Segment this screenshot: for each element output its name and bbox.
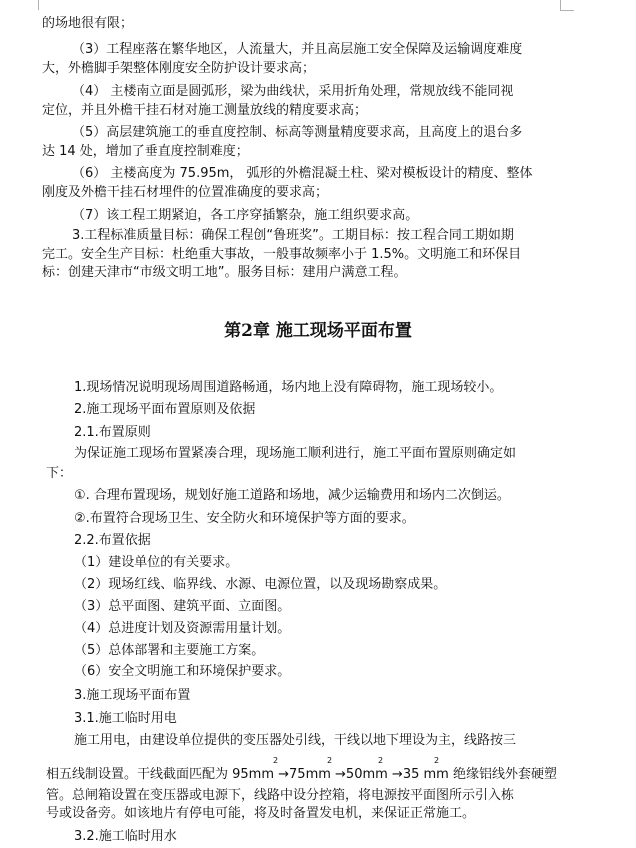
page-corner-mark-right [560, 10, 574, 11]
text-line: 号或设备旁。如该地片有停电可能，将及时备置发电机，来保证正常施工。 [46, 806, 476, 821]
text-line: （5）总体部署和主要施工方案。 [74, 643, 265, 658]
superscript: 2 [378, 756, 384, 765]
text-line: 2.2.布置依据 [74, 533, 151, 548]
text-line: 达 14 处，增加了垂直度控制难度； [42, 144, 249, 159]
text-line: （6）安全文明施工和环境保护要求。 [74, 664, 291, 679]
text-line: （6） 主楼高度为 75.95m， 弧形的外檐混凝土柱、梁对模板设计的精度、整体 [72, 166, 533, 181]
text-line: （2）现场红线、临界线、水源、电源位置，以及现场勘察成果。 [74, 577, 447, 592]
text-line: （3）总平面图、建筑平面、立面图。 [74, 599, 291, 614]
text-line: 的场地很有限； [42, 16, 134, 31]
text-line: （7）该工程工期紧迫，各工序穿插繁杂，施工组织要求高。 [72, 208, 419, 223]
text-line: 2.施工现场平面布置原则及依据 [74, 402, 256, 417]
text-line: 大，外檐脚手架整体刚度安全防护设计要求高； [42, 61, 316, 76]
text-line: 2.1.布置原则 [74, 425, 151, 440]
superscript: 2 [434, 756, 440, 765]
text-line: （5）高层建筑施工的垂直度控制、标高等测量精度要求高，且高度上的退台多 [72, 125, 523, 140]
text-line: 为保证施工现场布置紧凑合理，现场施工顺利进行，施工平面布置原则确定如 [74, 446, 517, 461]
text-line: 3.施工现场平面布置 [74, 688, 191, 703]
superscript: 2 [273, 756, 279, 765]
text-line: 定位，并且外檐干挂石材对施工测量放线的精度要求高； [42, 103, 368, 118]
chapter-title: 第2章 施工现场平面布置 [224, 321, 412, 341]
page-corner-mark-top-left [38, 0, 39, 10]
text-line: 相五线制设置。干线截面匹配为 95mm →75mm →50mm →35 mm 绝缘铝线外套硬塑 [46, 767, 557, 782]
text-line: ②.布置符合现场卫生、安全防火和环境保护等方面的要求。 [74, 511, 415, 526]
text-line: （3）工程座落在繁华地区，人流量大，并且高层施工安全保障及运输调度难度 [72, 42, 523, 57]
text-line: （1）建设单位的有关要求。 [74, 555, 239, 570]
text-line: （4） 主楼南立面是圆弧形，梁为曲线状，采用折角处理，常规放线不能同视 [72, 84, 514, 99]
text-line: 3.工程标准质量目标：确保工程创“鲁班奖”。工期目标：按工程合同工期如期 [72, 228, 514, 243]
text-line: 完工。安全生产目标：杜绝重大事故，一般事故频率小于 1.5%。文明施工和环保目 [42, 247, 522, 262]
text-line: 管。总闸箱设置在变压器或电源下，线路中设分控箱，将电源按平面图所示引入栋 [46, 788, 515, 803]
text-line: 3.2.施工临时用水 [74, 829, 177, 844]
page-corner-mark-top-right [560, 0, 561, 10]
text-line: 1.现场情况说明现场周围道路畅通，场内地上没有障碍物，施工现场较小。 [74, 380, 503, 395]
text-line: 刚度及外檐干挂石材埋件的位置准确度的要求高； [42, 185, 329, 200]
text-line: 施工用电，由建设单位提供的变压器处引线，干线以地下埋设为主，线路按三 [74, 733, 517, 748]
text-line: 标：创建天津市“市级文明工地”。服务目标：建用户满意工程。 [42, 265, 407, 280]
text-line: ①. 合理布置现场，规划好施工道路和场地，减少运输费用和场内二次倒运。 [74, 488, 510, 503]
text-line: 3.1.施工临时用电 [74, 711, 177, 726]
text-line: 下： [46, 466, 73, 481]
text-line: （4）总进度计划及资源需用量计划。 [74, 621, 291, 636]
superscript: 2 [327, 756, 333, 765]
